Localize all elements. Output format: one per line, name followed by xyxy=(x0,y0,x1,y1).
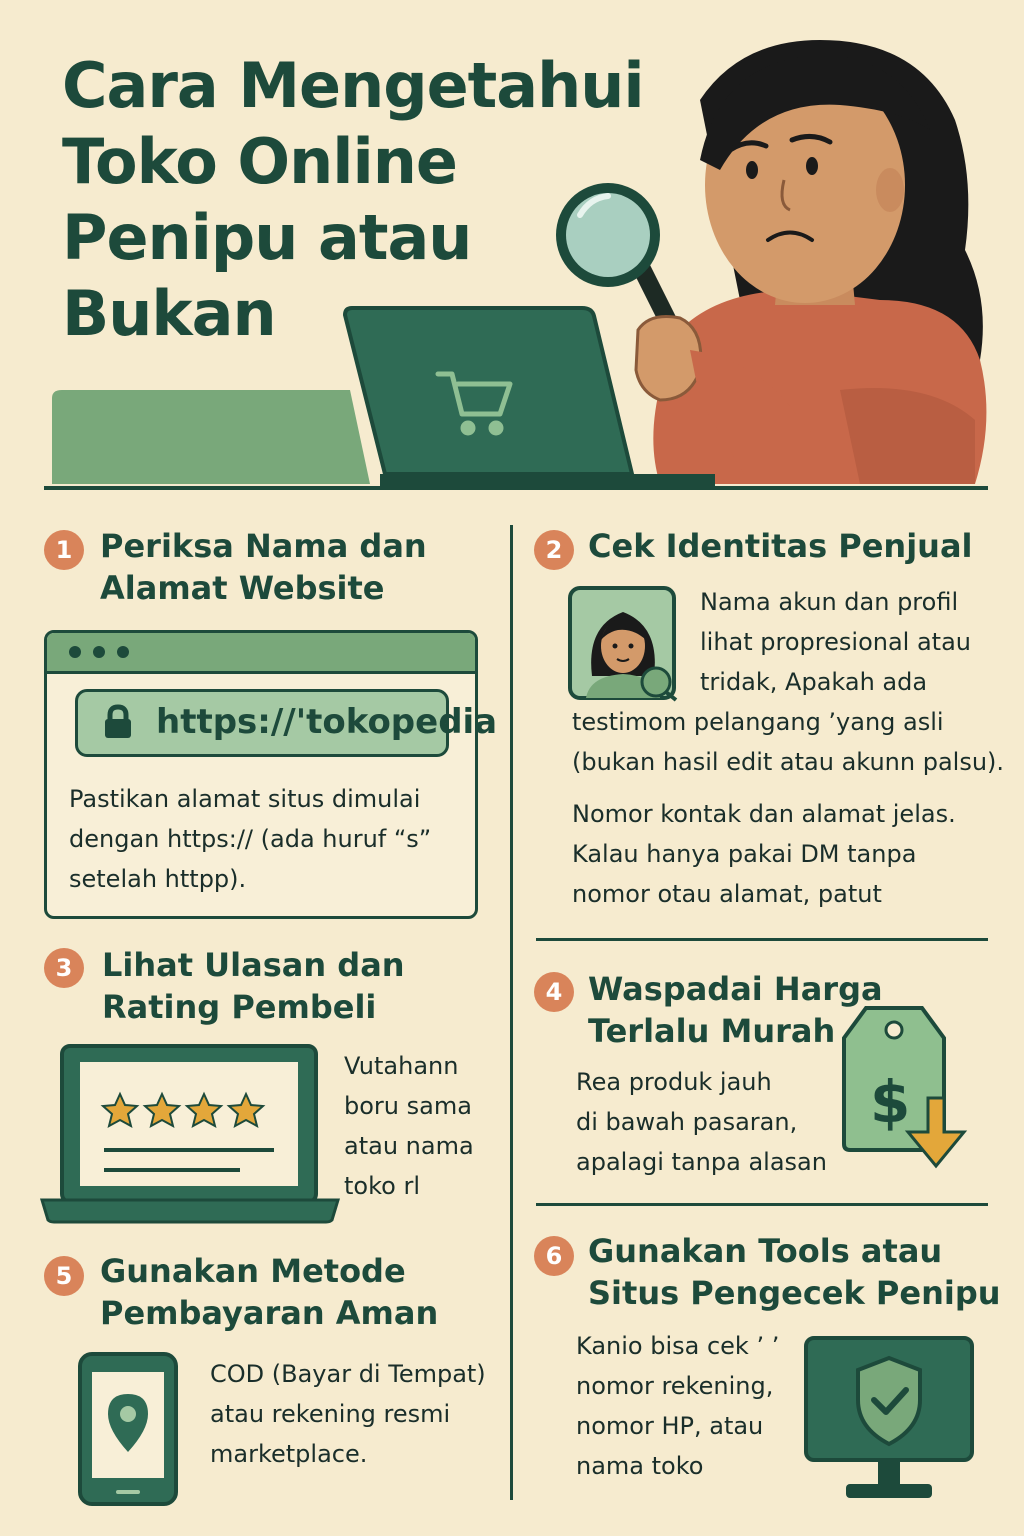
seller-avatar xyxy=(568,586,682,704)
step-number-5: 5 xyxy=(44,1256,84,1296)
step-number-2: 2 xyxy=(534,530,574,570)
body-line: setelah httpp). xyxy=(69,865,247,893)
browser-toolbar xyxy=(47,633,475,674)
body-line: tridak, Apakah ada xyxy=(700,668,928,696)
heading-line: Gunakan Metode xyxy=(100,1252,406,1290)
url-bar[interactable] xyxy=(75,689,498,757)
step-number-4: 4 xyxy=(534,972,574,1012)
heading-line: Terlalu Murah xyxy=(588,1012,836,1050)
step-5-heading xyxy=(100,1250,500,1334)
title-line: Toko Online xyxy=(62,125,457,198)
step-1-heading xyxy=(100,525,500,609)
step-1-text xyxy=(69,779,431,899)
window-dot xyxy=(93,646,105,658)
title-line: Penipu atau xyxy=(62,201,472,274)
step-number-3: 3 xyxy=(44,948,84,988)
body-line: Nama akun dan profil xyxy=(700,588,959,616)
section-divider xyxy=(536,1203,988,1206)
step-3-heading xyxy=(102,944,502,1028)
step-number-1: 1 xyxy=(44,530,84,570)
body-line: nomor HP, atau xyxy=(576,1412,764,1440)
body-line: apalagi tanpa alasan xyxy=(576,1148,827,1176)
url-text: https://'tokopedia xyxy=(156,702,498,742)
browser-window xyxy=(44,630,498,919)
step-3-text xyxy=(344,1046,474,1206)
phone-location-icon xyxy=(78,1352,180,1508)
body-line: atau nama xyxy=(344,1132,474,1160)
step-6-text xyxy=(576,1326,779,1486)
section-divider xyxy=(536,938,988,941)
step-6-heading xyxy=(588,1230,1008,1314)
column-divider xyxy=(510,525,513,1500)
heading-line: Pembayaran Aman xyxy=(100,1294,439,1332)
step-number-6: 6 xyxy=(534,1236,574,1276)
body-line: dengan https:// (ada huruf “s” xyxy=(69,825,432,853)
price-tag-icon xyxy=(840,1004,980,1176)
heading-line: Gunakan Tools atau xyxy=(588,1232,943,1270)
body-line: testimom pelangang ’yang asli xyxy=(572,708,944,736)
heading-line: Waspadai Harga xyxy=(588,970,883,1008)
window-dot xyxy=(117,646,129,658)
laptop-rating-icon xyxy=(40,1042,340,1224)
title-line: Bukan xyxy=(62,277,276,350)
step-2-text-contact xyxy=(572,794,956,914)
heading-line: Lihat Ulasan dan xyxy=(102,946,405,984)
body-line: nomor otau alamat, patut xyxy=(572,880,882,908)
body-line: atau rekening resmi xyxy=(210,1400,451,1428)
body-line: nama toko xyxy=(576,1452,704,1480)
step-5-text xyxy=(210,1354,486,1474)
step-2-heading xyxy=(588,525,1008,567)
body-line: Pastikan alamat situs dimulai xyxy=(69,785,421,813)
body-line: Kalau hanya pakai DM tanpa xyxy=(572,840,917,868)
monitor-shield-icon xyxy=(804,1336,976,1504)
body-line: nomor rekening, xyxy=(576,1372,774,1400)
body-line: (bukan hasil edit atau akunn palsu). xyxy=(572,748,1005,776)
body-line: marketplace. xyxy=(210,1440,368,1468)
body-line: Vutahann xyxy=(344,1052,459,1080)
window-dot xyxy=(69,646,81,658)
svg-text:$: $ xyxy=(870,1068,911,1136)
step-4-text xyxy=(576,1062,827,1182)
step-2-text-continued xyxy=(572,702,1004,782)
lock-icon xyxy=(100,704,136,740)
heading-line: Periksa Nama dan xyxy=(100,527,427,565)
body-line: toko rl xyxy=(344,1172,420,1200)
title-line: Cara Mengetahui xyxy=(62,49,644,122)
heading-line: Cek Identitas Penjual xyxy=(588,527,973,565)
page-title xyxy=(62,48,662,352)
body-line: Kanio bisa cek ’ ’ xyxy=(576,1332,780,1360)
body-line: COD (Bayar di Tempat) xyxy=(210,1360,486,1388)
heading-line: Rating Pembeli xyxy=(102,988,377,1026)
body-line: boru sama xyxy=(344,1092,472,1120)
body-line: lihat propresional atau xyxy=(700,628,971,656)
step-2-text xyxy=(700,582,971,702)
heading-line: Alamat Website xyxy=(100,569,385,607)
heading-line: Situs Pengecek Penipu xyxy=(588,1274,1001,1312)
body-line: di bawah pasaran, xyxy=(576,1108,798,1136)
body-line: Nomor kontak dan alamat jelas. xyxy=(572,800,956,828)
body-line: Rea produk jauh xyxy=(576,1068,772,1096)
